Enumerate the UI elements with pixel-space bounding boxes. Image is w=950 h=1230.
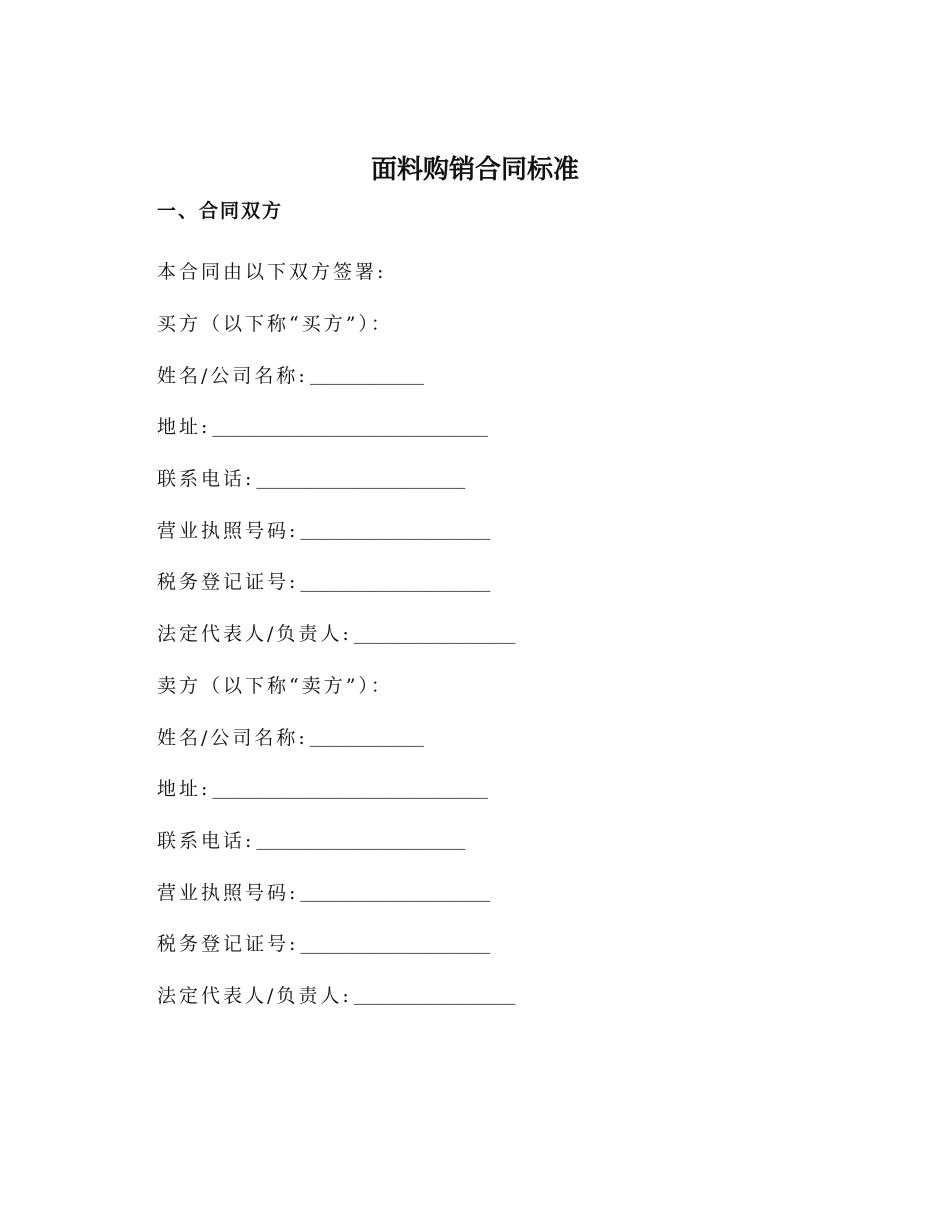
seller-phone-field	[157, 814, 857, 866]
fill-in-blank: ____________________	[300, 880, 491, 903]
seller-address-field	[157, 762, 857, 814]
seller-representative-field	[157, 969, 857, 1021]
seller-tax-field	[157, 917, 857, 969]
fill-in-blank: ____________________	[300, 518, 491, 541]
buyer-address-field	[157, 400, 857, 452]
section-body	[157, 245, 857, 1020]
fill-in-blank: _____________________________	[212, 414, 488, 437]
seller-license-field	[157, 865, 857, 917]
seller-header-text: 卖方（以下称“卖方”）：	[157, 674, 393, 697]
buyer-phone-field	[157, 452, 857, 504]
buyer-header	[157, 297, 857, 349]
fill-in-blank: ______________________	[256, 466, 466, 489]
intro-paragraph	[157, 245, 857, 297]
buyer-license-field	[157, 503, 857, 555]
fill-in-blank: _____________________________	[212, 776, 488, 799]
fill-in-blank: ____________	[309, 725, 424, 748]
field-label: 联系电话:	[157, 829, 255, 852]
field-label: 地址:	[157, 778, 211, 801]
field-label: 营业执照号码:	[157, 519, 299, 542]
seller-header	[157, 659, 857, 711]
fill-in-blank: ______________________	[256, 828, 466, 851]
section-heading-parties: 一、合同双方	[157, 200, 284, 222]
seller-name-field	[157, 710, 857, 762]
field-label: 税务登记证号:	[157, 933, 299, 956]
fill-in-blank: _________________	[353, 983, 516, 1006]
buyer-tax-field	[157, 555, 857, 607]
field-label: 法定代表人/负责人:	[157, 984, 352, 1007]
field-label: 姓名/公司名称:	[157, 726, 308, 749]
field-label: 营业执照号码:	[157, 881, 299, 904]
field-label: 联系电话:	[157, 468, 255, 491]
field-label: 地址:	[157, 416, 211, 439]
buyer-name-field	[157, 348, 857, 400]
fill-in-blank: ____________	[309, 363, 424, 386]
buyer-representative-field	[157, 607, 857, 659]
field-label: 姓名/公司名称:	[157, 364, 308, 387]
buyer-header-text: 买方（以下称“买方”）：	[157, 313, 393, 336]
fill-in-blank: _________________	[353, 621, 516, 644]
document-title: 面料购销合同标准	[370, 155, 579, 185]
field-label: 法定代表人/负责人:	[157, 623, 352, 646]
field-label: 税务登记证号:	[157, 571, 299, 594]
fill-in-blank: ____________________	[300, 569, 491, 592]
intro-text: 本合同由以下双方签署:	[157, 261, 387, 284]
fill-in-blank: ____________________	[300, 931, 491, 954]
